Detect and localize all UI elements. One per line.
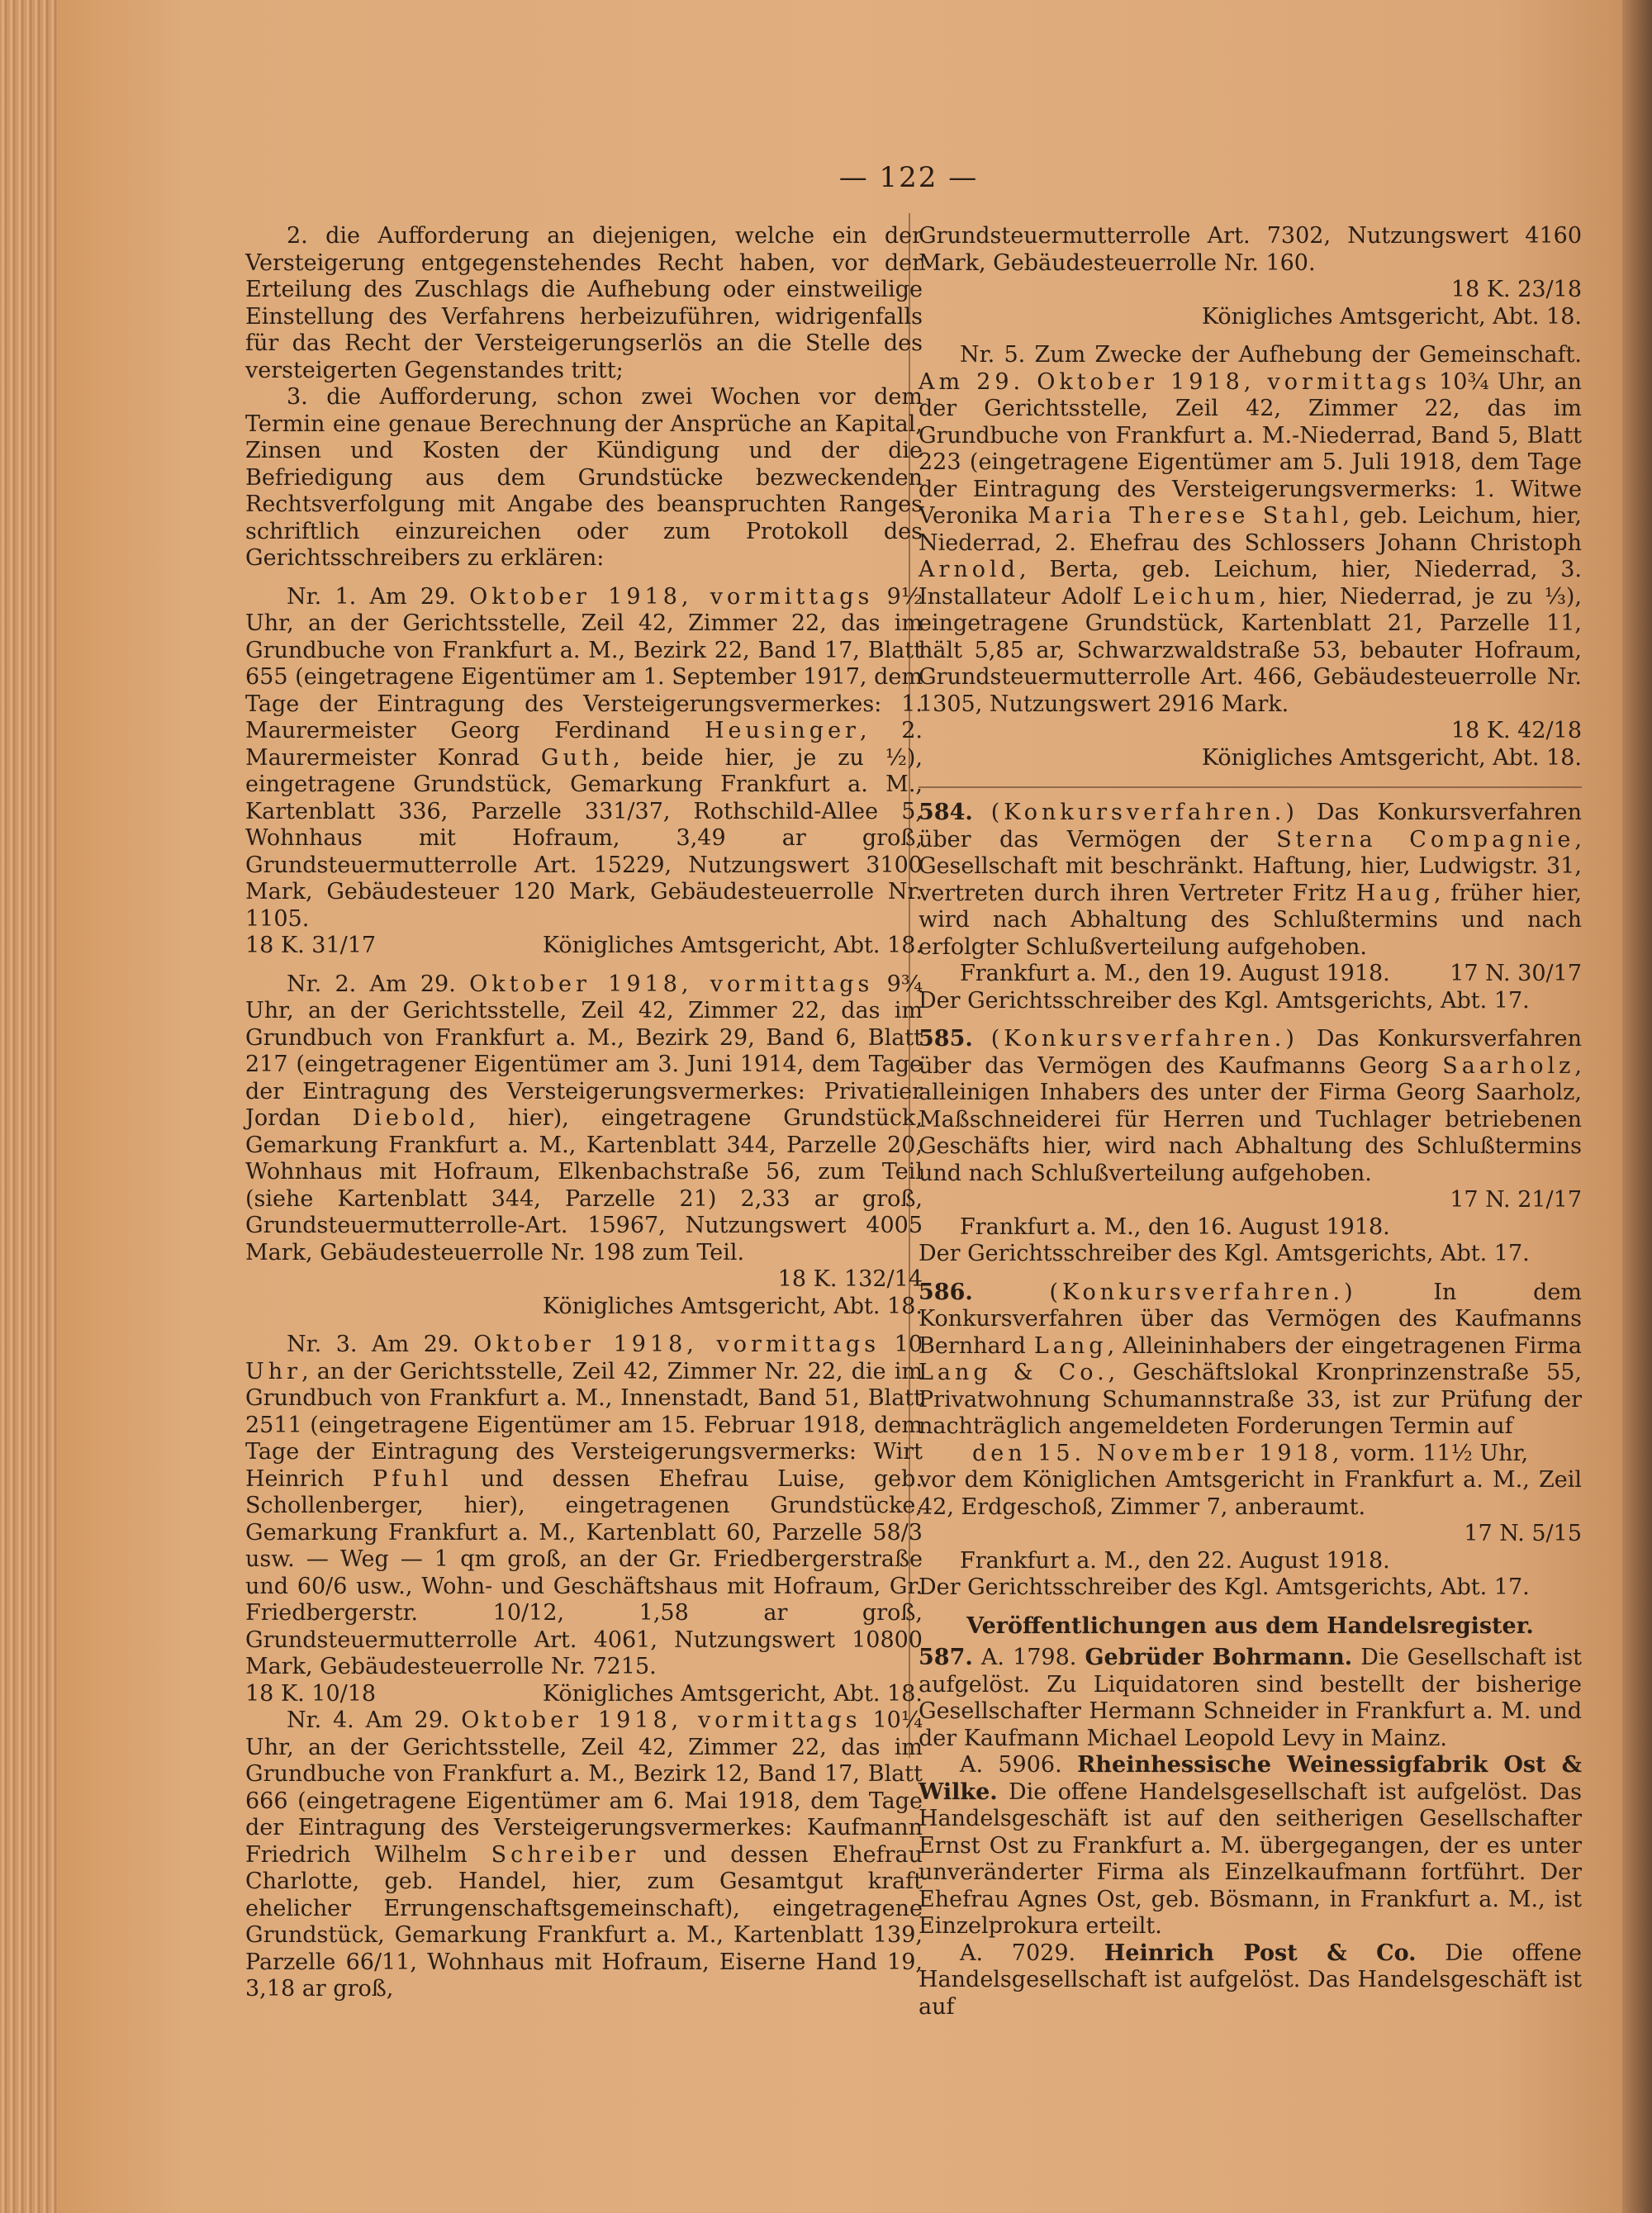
paragraph-aufforderung-2: 2. die Aufforderung an diejenigen, welche ein der Versteigerung entgegenstehendes Recht haben, vor der Erteilung des Zuschlags die Aufhebung oder einstweilige Einstellung des Verfahrens herbeizuführen, widrigenfalls für das Recht der Versteigerungserlös an die Stelle des versteigerten Gegenstandes tritt; — [245, 223, 923, 383]
stacked-page-edges — [0, 0, 58, 2213]
notice-586: 586. (Konkursverfahren.) In dem Konkursverfahren über das Vermögen des Kaufmanns Bernhard Lang, Alleininhabers der eingetragenen Firma Lang & Co., Geschäftslokal Kronprinzenstraße 55, Privatwohnung Schumannstraße 33, ist zur Prüfung der nachträglich angemeldeten Forderungen Termin auf — [919, 1279, 1583, 1439]
notice-587-a5906: A. 5906. Rheinhessische Weinessigfabrik Ost & Wilke. Die offene Handelsgesellschaft ist aufgelöst. Das Handelsgeschäft ist auf den seitherigen Gesellschafter Ernst Ost zu Frankfurt a. M. übergegangen, der es unter unveränderter Firma als Einzelkaufmann fortführt. Der Ehefrau Agnes Ost, geb. Bösmann, in Frankfurt a. M., ist Einzelprokura erteilt. — [919, 1752, 1582, 1939]
entry-nr-3: Nr. 3. Am 29. Oktober 1918, vormittags 10 Uhr, an der Gerichtsstelle, Zeil 42, Zimmer Nr. 22, die im Grundbuch von Frankfurt a. M., Innenstadt, Band 51, Blatt 2511 (eingetragene Eigentümer am 15. Februar 1918, dem Tage der Eintragung des Versteigerungsvermerks: Wirt Heinrich Pfuhl und dessen Ehefrau Luise, geb. Schollenberger, hier), eingetragenen Grundstücke, Gemarkung Frankfurt a. M., Kartenblatt 60, Parzelle 58/3 usw. — Weg — 1 qm groß, an der Gr. Friedbergerstraße und 60/6 usw., Wohn- und Geschäftshaus mit Hofraum, Gr. Friedbergerstr. 10/12, 1,58 ar groß, Grundsteuermutterrolle Art. 4061, Nutzungswert 10800 Mark, Gebäudesteuerrolle Nr. 7215. — [245, 1332, 923, 1679]
left-column — [245, 223, 923, 2003]
notice-586-clerk: Der Gerichtsschreiber des Kgl. Amtsgerichts, Abt. 17. — [919, 1574, 1530, 1600]
entry-nr-3-signature: 18 K. 10/18 Königliches Amtsgericht, Abt. 18. — [245, 1680, 923, 1707]
notice-585-place: Frankfurt a. M., den 16. August 1918. — [960, 1213, 1390, 1240]
paragraph-aufforderung-3: 3. die Aufforderung, schon zwei Wochen vor dem Termin eine genaue Berechnung der Ansprüche an Kapital, Zinsen und Kosten der Kündigung und der die Befriedigung aus dem Grundstücke bezweckenden Rechtsverfolgung mit Angabe des beanspruchten Ranges schriftlich einzureichen oder zum Protokoll des Gerichtsschreibers zu erklären: — [245, 384, 923, 571]
entry-nr-2-ref: 18 K. 132/14 — [777, 1266, 923, 1292]
notice-585-ref: 17 N. 21/17 — [1450, 1187, 1582, 1213]
entry-nr-1-signature: 18 K. 31/17 Königliches Amtsgericht, Abt. 18. — [245, 933, 923, 958]
notice-585: 585. (Konkursverfahren.) Das Konkursverfahren über das Vermögen des Kaufmanns Georg Saarholz, alleinigen Inhabers des unter der Firma Georg Saarholz, Maßschneiderei für Herren und Tuchlager betriebenen Geschäfts hier, wird nach Abhaltung des Schlußtermins und nach Schlußverteilung aufgehoben. — [919, 1026, 1582, 1186]
right-column — [919, 223, 1582, 2021]
binding-shadow — [1622, 0, 1652, 2213]
notice-586-place: Frankfurt a. M., den 22. August 1918. — [960, 1547, 1390, 1574]
entry-nr-5-court: Königliches Amtsgericht, Abt. 18. — [1201, 744, 1582, 771]
entry-nr-2-court: Königliches Amtsgericht, Abt. 18. — [542, 1293, 923, 1319]
notice-586-date: den 15. November 1918, vorm. 11½ Uhr, — [971, 1440, 1529, 1466]
notice-586-ref: 17 N. 5/15 — [1464, 1521, 1582, 1546]
entry-nr-2: Nr. 2. Am 29. Oktober 1918, vormittags 9¾ Uhr, an der Gerichtsstelle, Zeil 42, Zimmer 22, das im Grundbuch von Frankfurt a. M., Bezirk 29, Band 6, Blatt 217 (eingetragener Eigentümer am 3. Juni 1914, dem Tage der Eintragung des Versteigerungsvermerkes: Privatier Jordan Diebold, hier), eingetragene Grundstück, Gemarkung Frankfurt a. M., Kartenblatt 344, Parzelle 20, Wohnhaus mit Hofraum, Elkenbachstraße 56, zum Teil (siehe Kartenblatt 344, Parzelle 21) 2,33 ar groß, Grundsteuermutterrolle-Art. 15967, Nutzungswert 4005 Mark, Gebäudesteuerrolle Nr. 198 zum Teil. — [245, 971, 923, 1266]
notice-587-a7029: A. 7029. Heinrich Post & Co. Die offene Handelsgesellschaft ist aufgelöst. Das Handelsgeschäft ist auf — [919, 1940, 1582, 2020]
notice-584-place: Frankfurt a. M., den 19. August 1918. 17 N. 30/17 — [960, 961, 1582, 986]
continuation-court: Königliches Amtsgericht, Abt. 18. — [1201, 303, 1582, 330]
entry-nr-4: Nr. 4. Am 29. Oktober 1918, vormittags 10¼ Uhr, an der Gerichtsstelle, Zeil 42, Zimmer 22, das im Grundbuche von Frankfurt a. M., Bezirk 12, Band 17, Blatt 666 (eingetragene Eigentümer am 6. Mai 1918, dem Tage der Eintragung des Versteigerungsvermerkes: Kaufmann Friedrich Wilhelm Schreiber und dessen Ehefrau Charlotte, geb. Handel, hier, zum Gesamtgut kraft ehelicher Errungenschaftsgemeinschaft), eingetragene Grundstück, Gemarkung Frankfurt a. M., Kartenblatt 139, Parzelle 66/11, Wohnhaus mit Hofraum, Eiserne Hand 19, 3,18 ar groß, — [245, 1707, 923, 2002]
notice-587-a1798: 587. A. 1798. Gebrüder Bohrmann. Die Gesellschaft ist aufgelöst. Zu Liquidatoren sind bestellt der bisherige Gesellschafter Hermann Schneider in Frankfurt a. M. und der Kaufmann Michael Leopold Levy in Mainz. — [919, 1645, 1583, 1751]
continuation-ref: 18 K. 23/18 — [1450, 277, 1582, 302]
entry-nr-1: Nr. 1. Am 29. Oktober 1918, vormittags 9½ Uhr, an der Gerichtsstelle, Zeil 42, Zimmer 22, das im Grundbuche von Frankfurt a. M., Bezirk 22, Band 17, Blatt 655 (eingetragene Eigentümer am 1. September 1917, dem Tage der Eintragung des Versteigerungsvermerkes: 1. Maurermeister Georg Ferdinand Heusinger, 2. Maurermeister Konrad Guth, beide hier, je zu ½), eingetragene Grundstück, Gemarkung Frankfurt a. M., Kartenblatt 336, Parzelle 331/37, Rothschild-Allee 5, Wohnhaus mit Hofraum, 3,49 ar groß, Grundsteuermutterrolle Art. 15229, Nutzungswert 3100 Mark, Gebäudesteuer 120 Mark, Gebäudesteuerrolle Nr. 1105. — [245, 583, 923, 932]
page-number: — 122 — — [838, 161, 979, 194]
notice-586-location: vor dem Königlichen Amtsgericht in Frankfurt a. M., Zeil 42, Erdgeschoß, Zimmer 7, anberaumt. — [919, 1467, 1582, 1520]
section-rule — [919, 786, 1582, 788]
entry-nr-5: Nr. 5. Zum Zwecke der Aufhebung der Gemeinschaft. Am 29. Oktober 1918, vormittags 10¾ Uhr, an der Gerichtsstelle, Zeil 42, Zimmer 22, das im Grundbuche von Frankfurt a. M.-Niederrad, Band 5, Blatt 223 (eingetragene Eigentümer am 5. Juli 1918, dem Tage der Eintragung des Versteigerungsvermerks: 1. Witwe Veronika Maria Therese Stahl, geb. Leichum, hier, Niederrad, 2. Ehefrau des Schlossers Johann Christoph Arnold, Berta, geb. Leichum, hier, Niederrad, 3. Installateur Adolf Leichum, hier, Niederrad, je zu ⅓), eingetragene Grundstück, Kartenblatt 21, Parzelle 11, hält 5,85 ar, Schwarzwaldstraße 53, bebauter Hofraum, Grundsteuermutterrolle Art. 466, Gebäudesteuerrolle Nr. 1305, Nutzungswert 2916 Mark. — [919, 342, 1582, 717]
notice-584: 584. (Konkursverfahren.) Das Konkursverfahren über das Vermögen der Sterna Compagnie, Gesellschaft mit beschränkt. Haftung, hier, Ludwigstr. 31, vertreten durch ihren Vertreter Fritz Haug, früher hier, wird nach Abhaltung des Schlußtermins und nach erfolgter Schlußverteilung aufgehoben. — [919, 800, 1582, 960]
continuation-text: Grundsteuermutterrolle Art. 7302, Nutzungswert 4160 Mark, Gebäudesteuerrolle Nr. 160. — [919, 223, 1582, 276]
notice-584-clerk: Der Gerichtsschreiber des Kgl. Amtsgerichts, Abt. 17. — [919, 987, 1530, 1014]
entry-nr-5-ref: 18 K. 42/18 — [1450, 718, 1582, 743]
notice-585-clerk: Der Gerichtsschreiber des Kgl. Amtsgerichts, Abt. 17. — [919, 1241, 1530, 1266]
section-heading: Veröffentlichungen aus dem Handelsregister. — [966, 1612, 1534, 1639]
